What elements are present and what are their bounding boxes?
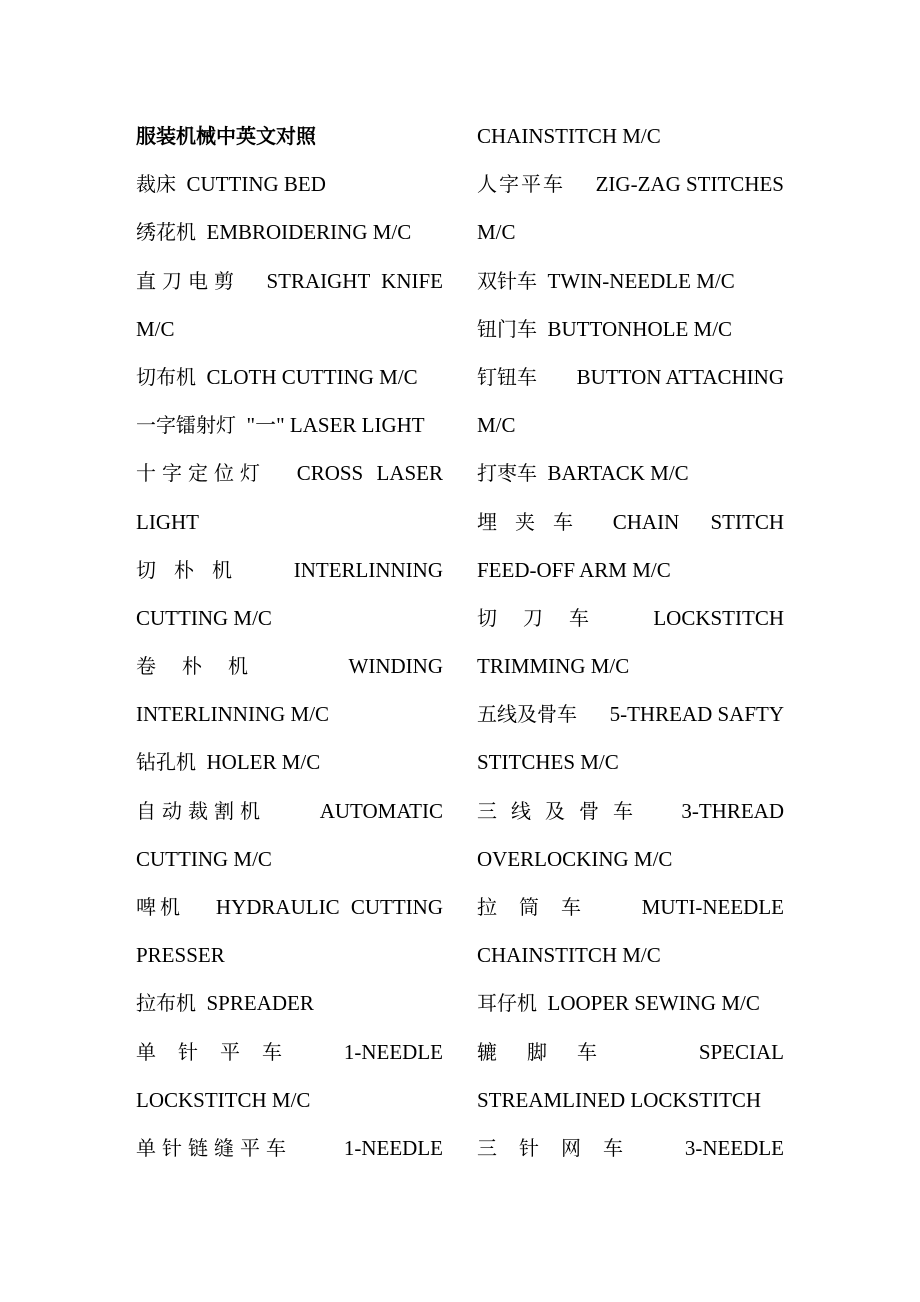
term-line — [136, 594, 443, 642]
term-zh: 三针网车 — [477, 1135, 645, 1160]
term-zh: 一字镭射灯 — [136, 413, 236, 438]
term-zh: 打枣车 — [477, 461, 537, 486]
term-line — [136, 835, 443, 883]
term-line — [136, 1124, 443, 1172]
term-line — [477, 546, 784, 594]
term-zh: 裁床 — [136, 172, 176, 197]
term-line — [477, 787, 784, 835]
term-zh: 单针链缝平车 — [136, 1135, 292, 1160]
term-zh: 埋夹车 — [477, 509, 591, 534]
term-line — [477, 690, 784, 738]
term-zh: 啤机 — [136, 895, 184, 919]
term-line — [136, 979, 443, 1027]
term-line — [477, 594, 784, 642]
term-line — [136, 931, 443, 979]
term-zh: 钮门车 — [477, 316, 537, 341]
term-line — [477, 979, 784, 1027]
term-en: OVERLOCKING M/C — [477, 846, 673, 871]
term-en: 3-THREAD — [681, 798, 784, 823]
term-line — [136, 305, 443, 353]
term-en: STITCHES M/C — [477, 750, 619, 775]
term-line — [477, 401, 784, 449]
term-line — [477, 738, 784, 786]
term-en: PRESSER — [136, 943, 225, 968]
term-line — [136, 160, 443, 208]
term-line — [136, 738, 443, 786]
term-en: BARTACK M/C — [547, 461, 689, 486]
term-line — [477, 835, 784, 883]
term-en: EMBROIDERING M/C — [206, 220, 412, 245]
term-en: CUTTING M/C — [136, 605, 272, 630]
term-line — [477, 208, 784, 256]
term-en: CHAINSTITCH M/C — [477, 124, 661, 148]
term-line — [477, 305, 784, 353]
term-en: "一" LASER LIGHT — [246, 413, 425, 438]
term-line — [136, 498, 443, 546]
term-en: LOCKSTITCH — [653, 605, 784, 630]
term-zh: 单针平车 — [136, 1039, 304, 1064]
term-en: LOOPER SEWING M/C — [547, 991, 760, 1016]
term-line — [136, 1028, 443, 1076]
term-line — [477, 498, 784, 546]
term-zh: 钻孔机 — [136, 750, 196, 775]
term-line — [477, 160, 784, 208]
term-line — [477, 931, 784, 979]
term-line — [136, 353, 443, 401]
term-line — [136, 449, 443, 497]
term-en: SPECIAL — [698, 1039, 784, 1064]
term-zh: 十字定位灯 — [136, 461, 266, 486]
term-zh: 卷朴机 — [136, 654, 274, 679]
term-en: 1-NEEDLE — [343, 1135, 443, 1160]
term-en: ZIG-ZAG STITCHES — [595, 172, 784, 197]
term-line — [477, 353, 784, 401]
term-line — [136, 208, 443, 256]
term-en: BUTTON ATTACHING — [576, 364, 784, 389]
term-zh: 人字平车 — [477, 172, 565, 197]
term-en: WINDING — [348, 654, 443, 679]
term-line — [136, 1076, 443, 1124]
term-line — [477, 1028, 784, 1076]
term-en: STRAIGHT KNIFE — [266, 268, 443, 293]
term-zh: 五线及骨车 — [477, 702, 577, 727]
term-line — [477, 1124, 784, 1172]
term-en: AUTOMATIC — [319, 798, 443, 823]
term-line — [136, 883, 443, 931]
term-line — [477, 642, 784, 690]
term-line — [136, 257, 443, 305]
term-en: TWIN-NEEDLE M/C — [547, 268, 735, 293]
term-en: CUTTING M/C — [136, 846, 272, 871]
term-line — [477, 1076, 784, 1124]
term-zh: 切刀车 — [477, 605, 615, 630]
term-line — [136, 546, 443, 594]
term-zh: 绣花机 — [136, 220, 196, 245]
term-en: CHAIN STITCH — [612, 509, 784, 534]
document-title: 服装机械中英文对照 — [136, 124, 316, 148]
term-en: LOCKSTITCH M/C — [136, 1087, 311, 1112]
term-zh: 辘脚车 — [477, 1039, 627, 1064]
term-en: CLOTH CUTTING M/C — [206, 364, 418, 389]
term-zh: 双针车 — [477, 268, 537, 293]
term-en: INTERLINNING M/C — [136, 702, 330, 727]
left-column — [136, 112, 443, 1172]
term-line — [477, 449, 784, 497]
term-en: HOLER M/C — [206, 750, 321, 775]
term-zh: 耳仔机 — [477, 991, 537, 1016]
term-en: HYDRAULIC CUTTING — [215, 895, 443, 919]
term-line — [477, 883, 784, 931]
term-zh: 钉钮车 — [477, 364, 537, 389]
term-en: M/C — [136, 316, 175, 341]
term-en: FEED-OFF ARM M/C — [477, 557, 671, 582]
term-en: 1-NEEDLE — [343, 1039, 443, 1064]
term-zh: 自动裁割机 — [136, 798, 266, 823]
term-line — [136, 787, 443, 835]
term-en: BUTTONHOLE M/C — [547, 316, 733, 341]
term-en: STREAMLINED LOCKSTITCH — [477, 1087, 762, 1112]
term-line — [136, 642, 443, 690]
term-line — [477, 112, 784, 160]
term-en: INTERLINNING — [293, 557, 443, 582]
term-line — [136, 401, 443, 449]
term-zh: 三线及骨车 — [477, 798, 647, 823]
term-zh: 切朴机 — [136, 557, 250, 582]
term-zh: 直刀电剪 — [136, 268, 240, 293]
term-zh: 拉布机 — [136, 991, 196, 1016]
term-en: 3-NEEDLE — [684, 1135, 784, 1160]
term-line — [477, 257, 784, 305]
term-en: CHAINSTITCH M/C — [477, 943, 661, 968]
term-en: MUTI-NEEDLE — [641, 895, 784, 919]
term-en: CROSS LASER — [296, 461, 443, 486]
term-en: M/C — [477, 413, 516, 438]
term-en: CUTTING BED — [186, 172, 326, 197]
term-en: LIGHT — [136, 509, 199, 534]
term-zh: 切布机 — [136, 364, 196, 389]
term-line — [136, 690, 443, 738]
term-en: M/C — [477, 220, 516, 245]
term-en: TRIMMING M/C — [477, 654, 630, 679]
term-en: SPREADER — [206, 991, 314, 1016]
term-zh: 拉筒车 — [477, 895, 603, 919]
right-column — [477, 112, 784, 1172]
term-en: 5-THREAD SAFTY — [609, 702, 784, 727]
